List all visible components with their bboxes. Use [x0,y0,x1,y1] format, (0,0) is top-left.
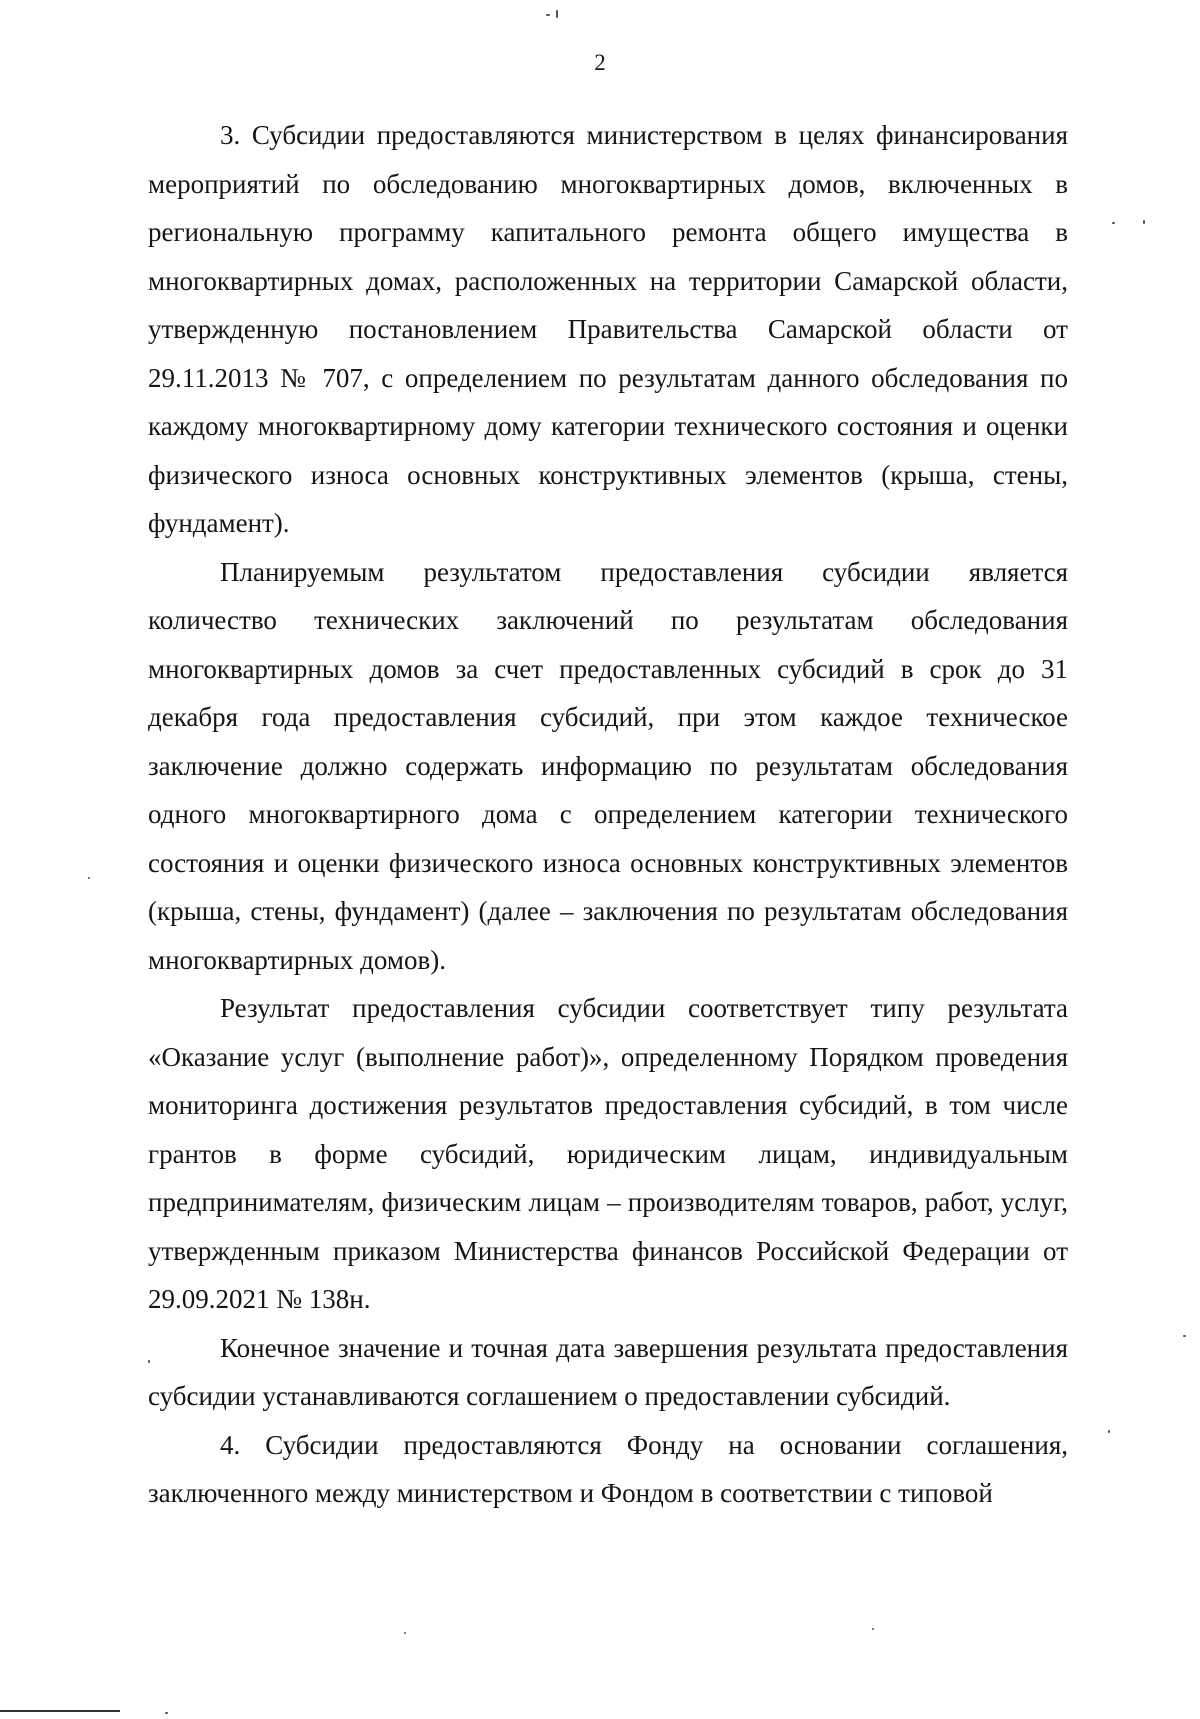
scan-speck [88,877,90,879]
paragraph-3-subsidies-purpose: 3. Субсидии предоставляются министерством в целях финансирования мероприятий по обследованию многоквартирных домов, включенных в региональную программу капитального ремонта общего имущества в многоквартирных домах, расположенных на территории Самарской области, утвержденную постановлением Правительства Самарской области от 29.11.2013 № 707, с определением по результатам данного обследования по каждому многоквартирному дому категории технического состояния и оценки физического износа основных конструктивных элементов (крыша, стены, фундамент). [148,120,1068,538]
scan-speck [404,1632,406,1634]
scan-speck [165,1712,168,1714]
paragraph-4-agreement: 4. Субсидии предоставляются Фонду на основании соглашения, заключенного между министерством и Фондом в соответствии с типовой [148,1429,1068,1508]
document-body [148,111,1068,1518]
scan-speck [1143,220,1145,224]
paragraph-final-value: Конечное значение и точная дата завершения результата предоставления субсидии устанавливаются соглашением о предоставлении субсидий. [148,1332,1068,1411]
paragraph-planned-result: Планируемым результатом предоставления субсидии является количество технических заключений по результатам обследования многоквартирных домов за счет предоставленных субсидий в срок до 31 декабря года предоставления субсидий, при этом каждое техническое заключение должно содержать информацию по результатам обследования одного многоквартирного дома с определением категории технического состояния и оценки физического износа основных конструктивных элементов (крыша, стены, фундамент) (далее – заключения по результатам обследования многоквартирных домов). [148,556,1068,975]
scan-speck [1112,222,1115,224]
page-number: 2 [594,50,606,75]
scan-speck [546,14,550,16]
paragraph-result-type: Результат предоставления субсидии соответствует типу результата «Оказание услуг (выполнение работ)», определенному Порядком проведения мониторинга достижения результатов предоставления субсидий, в том числе грантов в форме субсидий, юридическим лицам, индивидуальным предпринимателям, физическим лицам – производителям товаров, работ, услуг, утвержденным приказом Министерства финансов Российской Федерации от 29.09.2021 № 138н. [148,993,1068,1314]
scan-speck [1108,1430,1110,1433]
scan-speck [872,1628,874,1630]
scan-speck [148,1360,150,1363]
scan-edge-line [0,1710,120,1712]
scan-speck [1183,1335,1186,1337]
scan-speck [556,10,558,18]
